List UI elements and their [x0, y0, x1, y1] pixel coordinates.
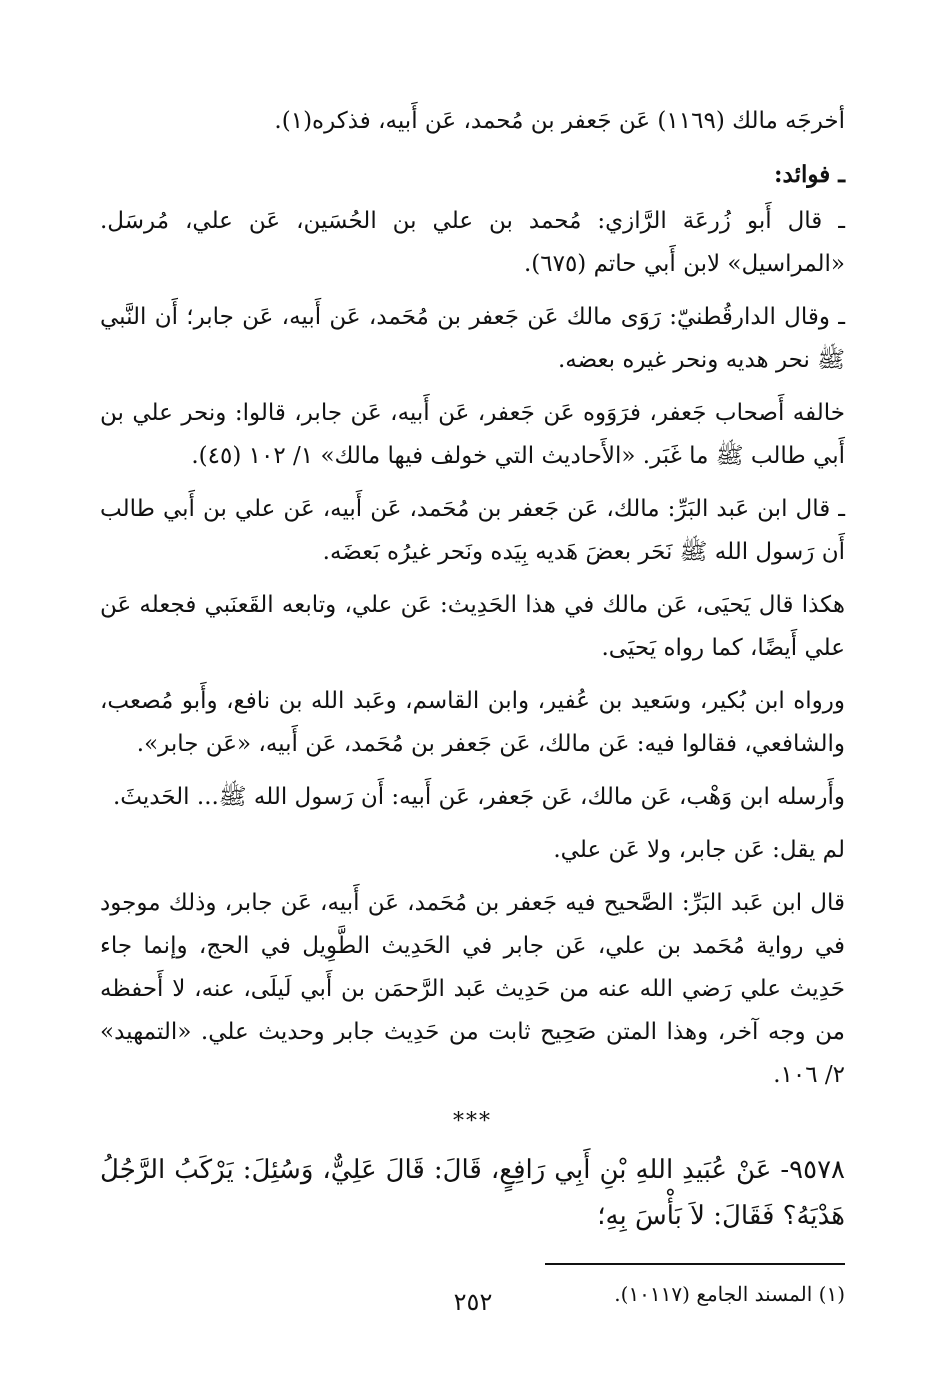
footnote: (١) المسند الجامع (١٠١١٧). [614, 1282, 845, 1306]
paragraph-sahih: قال ابن عَبد البَرِّ: الصَّحيح فيه جَعفر بن مُحَمد، عَن أَبيه، عَن جابر، وذلك موجود في رواية مُحَمد بن علي، عَن جابر في الحَدِيث الطَّوِيل في الحج، وإنما جاء حَدِيث علي رَضي الله عنه من حَدِيث عَبد الرَّحمَن بن أَبي لَيلَى، عنه، لا أَحفظه من وجه آخر، وهذا المتن صَحِيح ثابت من حَدِيث جابر وحديث علي. «التمهيد» ٢/ ١٠٦. [100, 890, 845, 1088]
paragraph-lam-yaqul: لم يقل: عَن جابر، ولا عَن علي. [553, 837, 845, 863]
paragraph-takhrij: أخرجَه مالك (١١٦٩) عَن جَعفر بن مُحمد، عَن أَبيه، فذكره(١). [274, 108, 845, 134]
hadith-text: ٩٥٧٨- عَنْ عُبَيدِ اللهِ بْنِ أَبِي رَافِعٍ، قَالَ: قَالَ عَلِيٌّ، وَسُئِلَ: يَرْكَبُ الرَّجُلُ هَدْيَهُ؟ فَقَالَ: لاَ بَأْسَ بِهِ؛ [100, 1155, 845, 1231]
paragraph-ibn-abd-albarr: ـ قال ابن عَبد البَرِّ: مالك، عَن جَعفر بن مُحَمد، عَن أَبيه، عَن علي بن أَبي طالب أَن رَسول الله ﷺ نَحَر بعضَ هَديه بِيَده ونَحر غيرُه بَعضَه. [100, 496, 845, 565]
page-number: ٢٥٢ [453, 1288, 493, 1316]
paragraph-ibn-bukayr: ورواه ابن بُكير، وسَعيد بن عُفير، وابن القاسم، وعَبد الله بن نافع، وأَبو مُصعب، والشافعي، فقالوا فيه: عَن مالك، عَن جَعفر بن مُحَمد، عَن أَبيه، «عَن جابر». [100, 688, 845, 757]
section-heading-fawaid: ـ فوائد: [774, 161, 845, 188]
paragraph-khalafahu: خالفه أَصحاب جَعفر، فرَوَوه عَن جَعفر، عَن أَبيه، عَن جابر، قالوا: ونحر علي بن أَبي طالب ﷺ ما غَبَر. «الأَحاديث التي خولف فيها مالك» ١/ ١٠٢ (٤٥). [100, 400, 845, 469]
paragraph-ibn-wahb: وأَرسله ابن وَهْب، عَن مالك، عَن جَعفر، عَن أَبيه: أَن رَسول الله ﷺ... الحَديثَ. [112, 784, 845, 810]
paragraph-daraqutni: ـ وقال الدارقُطنيّ: رَوَى مالك عَن جَعفر بن مُحَمد، عَن أَبيه، عَن جابر؛ أَن النَّبي ﷺ نحر هديه ونحر غيره بعضه. [100, 304, 845, 373]
footnote-divider [545, 1263, 845, 1265]
paragraph-yahya: هكذا قال يَحيَى، عَن مالك في هذا الحَدِيث: عَن علي، وتابعه القَعنَبي فجعله عَن علي أَيضًا، كما رواه يَحيَى. [100, 592, 845, 661]
section-separator: *** [453, 1109, 492, 1134]
page-body [100, 100, 845, 1309]
paragraph-abu-zura: ـ قال أَبو زُرعَة الرَّازي: مُحمد بن علي بن الحُسَين، عَن علي، مُرسَل. «المراسيل» لابن أَبي حاتم (٦٧٥). [100, 208, 845, 277]
